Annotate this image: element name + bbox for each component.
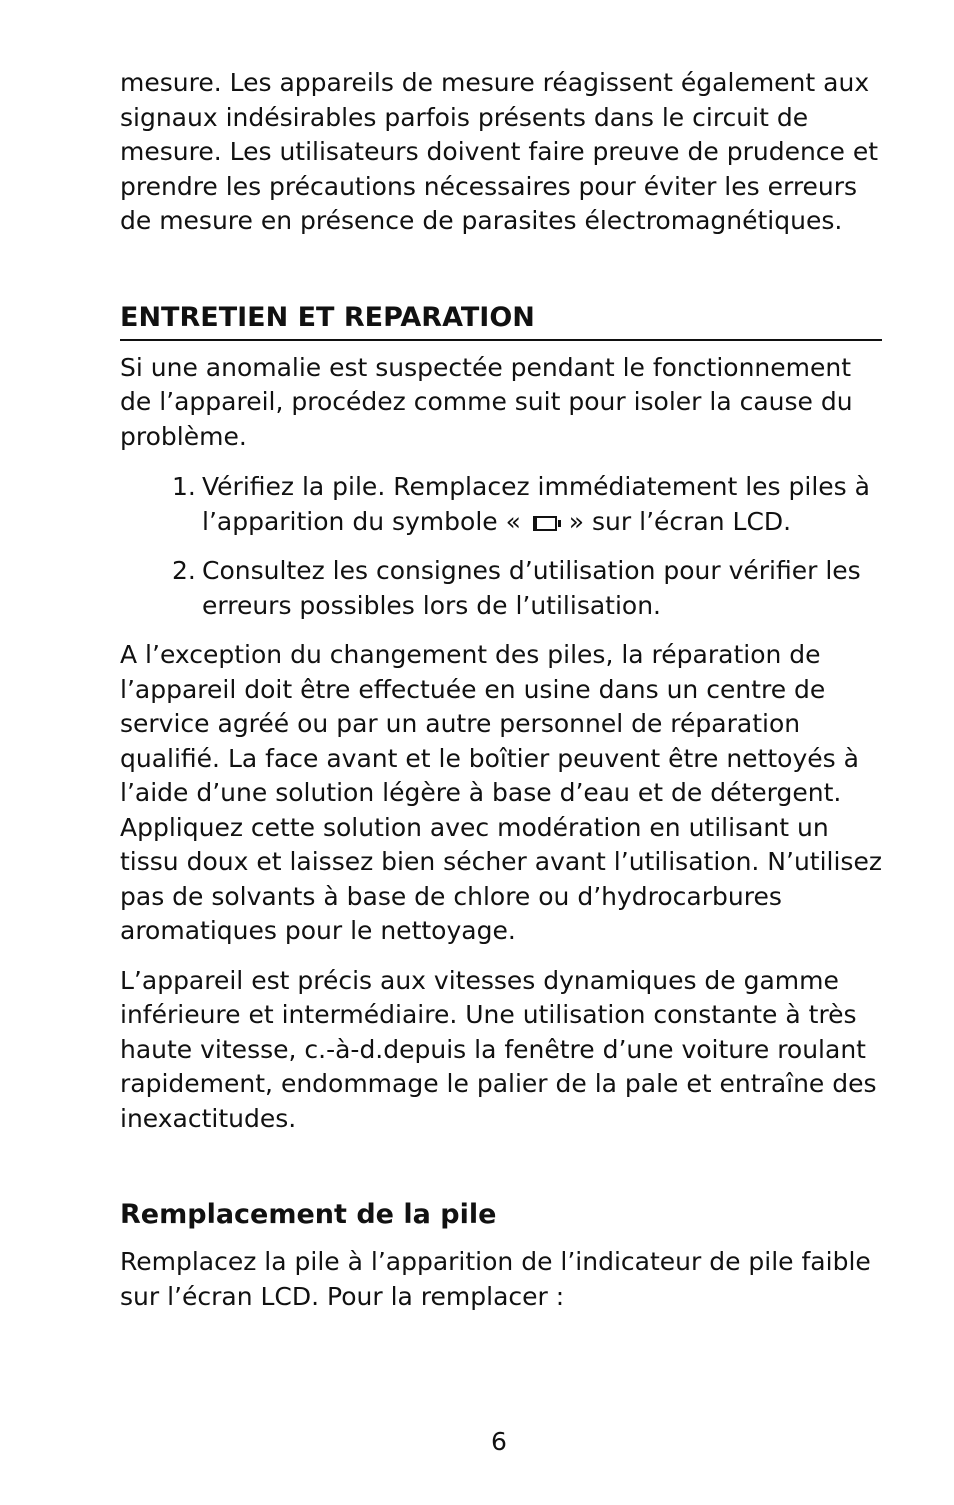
step-text-part: » sur l’écran LCD. — [560, 506, 792, 536]
maintenance-lead-paragraph: Si une anomalie est suspectée pendant le fonctionnement de l’appareil, procédez comme suit pour isoler la cause du problème. — [120, 352, 853, 451]
page-number: 6 — [491, 1427, 507, 1456]
step-number: 1. — [172, 472, 196, 501]
step-check-battery — [172, 470, 882, 539]
intro-paragraph: mesure. Les appareils de mesure réagissent également aux signaux indésirables parfois présents dans le circuit de mesure. Les utilisateurs doivent faire preuve de prudence et prendre les précautions nécessaires pour éviter les erreurs de mesure en présence de parasites électromagnétiques. — [120, 68, 879, 235]
subsection-heading-battery-replacement: Remplacement de la pile — [120, 1199, 497, 1230]
battery-replacement-paragraph: Remplacez la pile à l’apparition de l’indicateur de pile faible sur l’écran LCD. Pour la remplacer : — [120, 1247, 871, 1311]
manual-page — [120, 66, 882, 1314]
section-heading-maintenance: ENTRETIEN ET REPARATION — [120, 301, 882, 341]
repair-paragraph: A l’exception du changement des piles, la réparation de l’appareil doit être effectuée en usine dans un centre de service agréé ou par un autre personnel de réparation qualifié. La face avant et le boîtier peuvent être nettoyés à l’aide d’une solution légère à base d’eau et de détergent. Appliquez cette solution avec modération en utilisant un tissu doux et laissez bien sécher avant l’utilisation. N’utilisez pas de solvants à base de chlore ou d’hydrocarbures aromatiques pour le nettoyage. — [120, 640, 882, 945]
step-number: 2. — [172, 556, 196, 585]
battery-low-icon — [533, 516, 557, 531]
accuracy-paragraph: L’appareil est précis aux vitesses dynamiques de gamme inférieure et intermédiaire. Une utilisation constante à très haute vitesse, c.-à-d.depuis la fenêtre d’une voiture roulant rapidement, endommage le palier de la pale et entraîne des inexactitudes. — [120, 965, 877, 1133]
step-text-part: Vérifiez la pile. Remplacez immédiatement les piles à l’apparition du symbole « — [202, 472, 870, 536]
step-text: Consultez les consignes d’utilisation pour vérifier les erreurs possibles lors de l’utilisation. — [202, 556, 861, 620]
troubleshooting-steps — [120, 470, 882, 623]
step-check-instructions — [172, 554, 882, 623]
